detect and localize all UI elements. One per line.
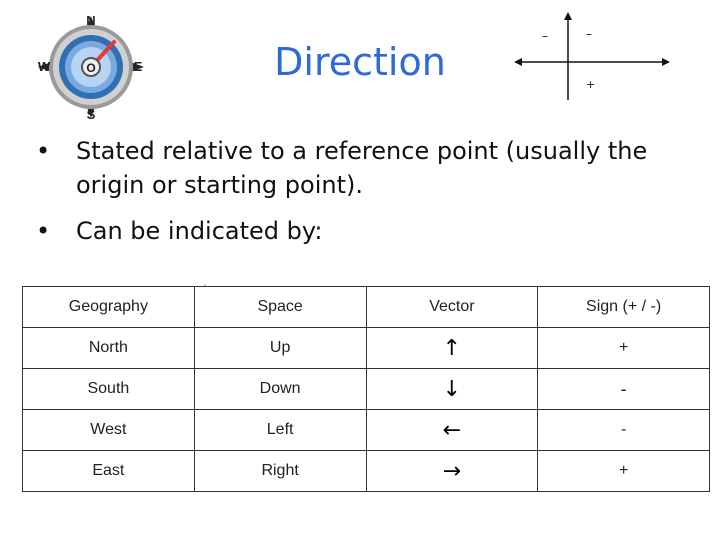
bullet-text: Stated relative to a reference point (usually the origin or starting point).: [76, 137, 648, 199]
header-vector: Vector: [366, 287, 538, 328]
table-row: [23, 451, 710, 492]
arrow-right-icon: →: [366, 451, 538, 492]
bullet-text: Can be indicated by:: [76, 217, 323, 245]
header-space: Space: [194, 287, 366, 328]
arrow-up-icon: ↑: [366, 328, 538, 369]
cell-geography: East: [23, 451, 195, 492]
arrow-left-icon: ←: [366, 410, 538, 451]
cell-geography: South: [23, 369, 195, 410]
bullet-list: [36, 134, 696, 260]
compass-north-label: N: [86, 13, 96, 28]
bullet-marker: •: [36, 137, 51, 165]
axes-upper-right-sign: –: [586, 27, 592, 41]
compass-center-label: O: [86, 61, 96, 75]
table-row: [23, 369, 710, 410]
cell-space: Up: [194, 328, 366, 369]
compass-west-label: W: [37, 59, 51, 74]
compass-south-label: S: [86, 107, 96, 122]
cell-space: Left: [194, 410, 366, 451]
cell-sign: +: [538, 328, 710, 369]
axes-upper-left-sign: –: [542, 29, 548, 43]
cell-geography: North: [23, 328, 195, 369]
cell-sign: -: [538, 410, 710, 451]
compass-icon: [34, 12, 148, 122]
arrow-up-icon: [564, 12, 572, 20]
cell-space: Right: [194, 451, 366, 492]
cell-sign: +: [538, 451, 710, 492]
page-title: Direction: [274, 40, 446, 84]
header-geography: Geography: [23, 287, 195, 328]
tick-mark: ˏ: [203, 276, 207, 287]
cell-space: Down: [194, 369, 366, 410]
bullet-item: [36, 214, 696, 248]
table-row: [23, 328, 710, 369]
arrow-down-icon: ↓: [366, 369, 538, 410]
bullet-marker: •: [36, 217, 51, 245]
arrow-left-icon: [514, 58, 522, 66]
header-sign: Sign (+ / -): [538, 287, 710, 328]
table-row: [23, 410, 710, 451]
cell-geography: West: [23, 410, 195, 451]
arrow-right-icon: [662, 58, 670, 66]
direction-table: [22, 286, 710, 492]
cell-sign: -: [538, 369, 710, 410]
compass-east-label: E: [133, 59, 143, 74]
axes-diagram: [512, 10, 672, 102]
table-header-row: [23, 287, 710, 328]
axes-lower-right-sign: +: [586, 78, 596, 91]
bullet-item: [36, 134, 696, 202]
